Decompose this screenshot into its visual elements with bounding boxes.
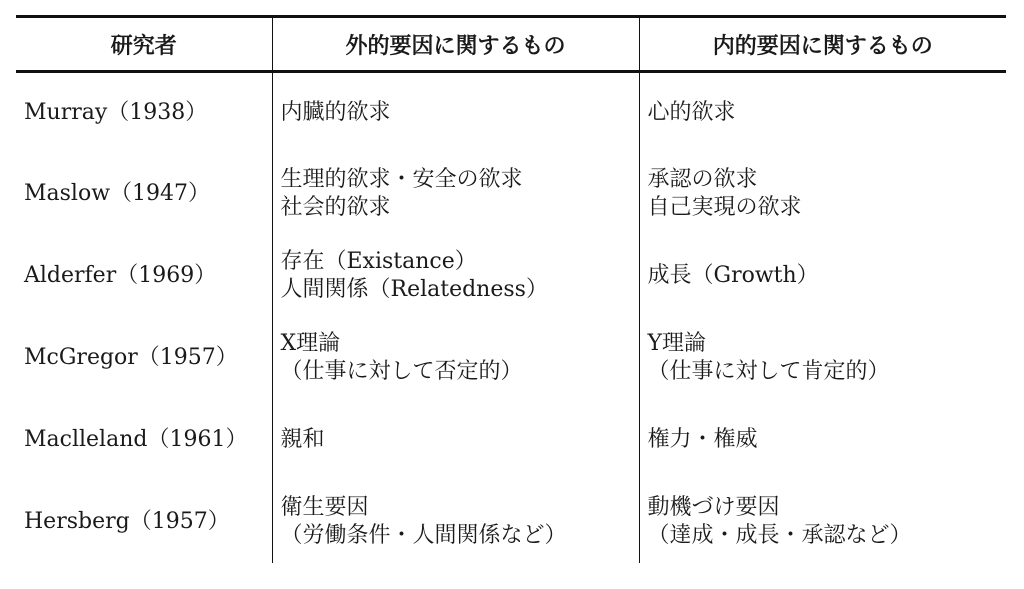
internal-line: 承認の欲求 <box>647 167 758 192</box>
external-line: 内臓的欲求 <box>280 100 391 125</box>
researcher-cell: Maclleland（1961） <box>24 427 248 452</box>
header-internal-factors: 内的要因に関するもの <box>639 17 1006 72</box>
internal-cell <box>639 153 1006 235</box>
table-row <box>16 481 1006 563</box>
external-line: 存在（Existance） <box>280 249 477 274</box>
motivation-theories-table <box>16 15 1006 563</box>
internal-cell <box>639 72 1006 154</box>
external-line: 社会的欲求 <box>280 195 391 220</box>
external-line: 親和 <box>280 427 325 452</box>
internal-line: （仕事に対して肯定的） <box>647 359 890 384</box>
table-row <box>16 399 1006 481</box>
internal-line: Y理論 <box>647 331 707 356</box>
external-line: （労働条件・人間関係など） <box>280 523 567 548</box>
external-cell <box>272 235 639 317</box>
researcher-cell: McGregor（1957） <box>24 345 238 370</box>
researcher-cell: Murray（1938） <box>24 100 208 125</box>
header-researcher: 研究者 <box>110 32 177 59</box>
external-cell <box>272 481 639 563</box>
external-line: 生理的欲求・安全の欲求 <box>280 167 523 192</box>
researcher-cell: Maslow（1947） <box>24 181 211 206</box>
internal-line: 動機づけ要因 <box>647 495 780 520</box>
external-cell <box>272 153 639 235</box>
external-line: （仕事に対して否定的） <box>280 359 523 384</box>
external-line: 人間関係（Relatedness） <box>280 277 548 302</box>
motivation-theories-table-container <box>16 15 1006 563</box>
researcher-cell: Hersberg（1957） <box>24 509 230 534</box>
header-external-factors: 外的要因に関するもの <box>272 17 639 72</box>
table-row <box>16 72 1006 154</box>
internal-line: 心的欲求 <box>647 100 736 125</box>
external-cell <box>272 399 639 481</box>
external-line: X理論 <box>280 331 341 356</box>
internal-line: 自己実現の欲求 <box>647 195 802 220</box>
table-body <box>16 72 1006 564</box>
internal-line: （達成・成長・承認など） <box>647 523 912 548</box>
table-row <box>16 153 1006 235</box>
internal-cell <box>639 481 1006 563</box>
table-row <box>16 317 1006 399</box>
table-header <box>16 17 1006 72</box>
internal-cell <box>639 399 1006 481</box>
internal-line: 権力・権威 <box>647 427 758 452</box>
internal-line: 成長（Growth） <box>647 263 819 288</box>
researcher-cell: Alderfer（1969） <box>24 263 217 288</box>
header-row <box>16 17 1006 72</box>
external-cell <box>272 317 639 399</box>
external-cell <box>272 72 639 154</box>
external-line: 衛生要因 <box>280 495 369 520</box>
table-row <box>16 235 1006 317</box>
internal-cell <box>639 317 1006 399</box>
internal-cell <box>639 235 1006 317</box>
